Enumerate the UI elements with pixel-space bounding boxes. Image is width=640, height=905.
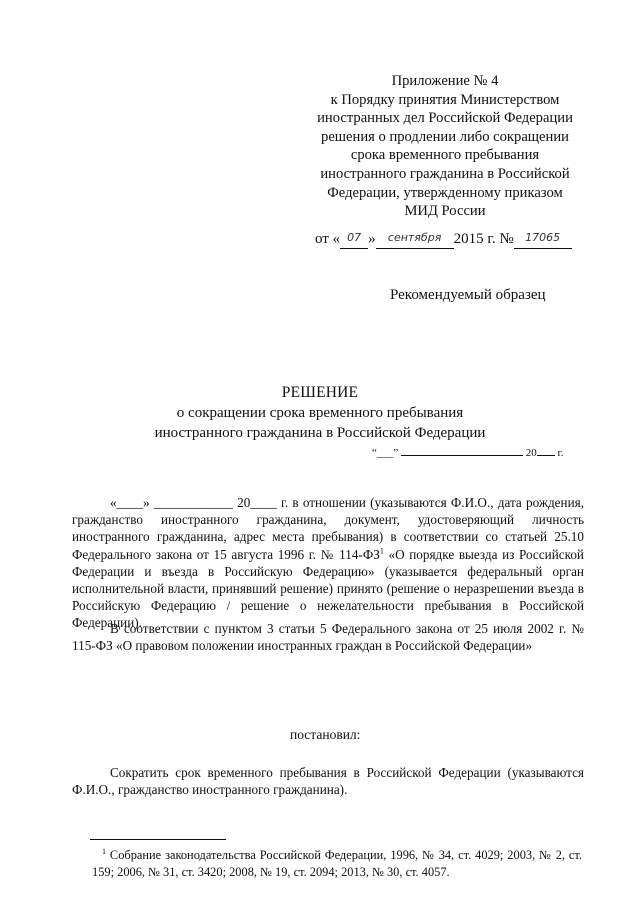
title-line-1: о сокращении срока временного пребывания <box>176 405 464 421</box>
order-date-prefix: от « <box>315 231 341 247</box>
date-month-line <box>401 454 523 456</box>
appendix-line: срока временного пребывания <box>350 147 540 164</box>
order-year: 2015 г. № <box>453 231 514 247</box>
order-month-handwritten: сентября <box>387 231 442 244</box>
appendix-header <box>300 72 590 221</box>
document-title <box>60 383 580 443</box>
footnote-divider <box>90 839 226 840</box>
appendix-line: иностранного гражданина в Российской <box>320 165 570 182</box>
appendix-line: иностранных дел Российской Федерации <box>317 110 573 127</box>
footnote-ref: 1 <box>379 546 384 556</box>
order-number-field <box>514 231 572 249</box>
appendix-line: Приложение № 4 <box>391 73 499 89</box>
footnote-mark: 1 <box>102 846 106 856</box>
decision-date-blank <box>372 447 564 459</box>
order-date-quote: » <box>368 231 376 247</box>
appendix-line: к Порядку принятия Министерством <box>330 91 560 108</box>
sample-label: Рекомендуемый образец <box>390 287 546 303</box>
appendix-line: Федерации, утвержденному приказом <box>327 184 563 201</box>
order-month-field <box>376 231 454 249</box>
appendix-line: решения о продлении либо сокращении <box>321 128 569 145</box>
order-day-handwritten: 07 <box>347 231 362 244</box>
title-line-2: иностранного гражданина в Российской Федерации <box>154 425 486 441</box>
date-day-blank: “___” <box>372 447 399 459</box>
paragraph-2 <box>72 620 584 654</box>
title-heading: РЕШЕНИЕ <box>281 384 359 401</box>
date-year-prefix: 20 <box>525 447 537 459</box>
date-year-suffix: г. <box>557 447 564 459</box>
appendix-line: МИД России <box>404 203 486 220</box>
decree-word: постановил: <box>290 727 361 742</box>
footnote <box>92 847 582 880</box>
paragraph-1-lead: «____» ____________ 20____ г. в отношении (указываются Ф.И.О., дата рождения, гражданство иностранного гражданина, документ, удостоверяющий личность иностранного гражданина, адрес места пребывания) в соответствии со статьей 25.10 Федерального закона от 15 августа 1996 г. № 114-ФЗ <box>72 495 584 562</box>
paragraph-3 <box>72 764 584 798</box>
order-day-field <box>340 231 368 249</box>
footnote-text: Собрание законодательства Российской Федерации, 1996, № 34, ст. 4029; 2003, № 2, ст. 159; 2006, № 31, ст. 3420; 2008, № 19, ст. 2094; 2013, № 30, ст. 4057. <box>92 848 582 879</box>
paragraph-1 <box>72 494 584 632</box>
paragraph-2-text: В соответствии с пунктом 3 статьи 5 Федерального закона от 25 июля 2002 г. № 115-ФЗ «О правовом положении иностранных граждан в Российской Федерации» <box>72 621 584 654</box>
order-number-handwritten: 17065 <box>525 231 561 244</box>
order-date-line <box>315 231 572 249</box>
date-year-line <box>537 454 555 456</box>
paragraph-1-rest: «О порядке выезда из Российской Федерации и въезда в Российскую Федерацию» (указывается федеральный орган исполнительной власти, принявший решение) принято (решение о неразрешении въезда в Российскую Федерацию / решение о нежелательности пребывания в Российской Федерации). <box>72 546 584 631</box>
paragraph-3-text: Сократить срок временного пребывания в Российской Федерации (указываются Ф.И.О., гражданство иностранного гражданина). <box>72 765 584 798</box>
